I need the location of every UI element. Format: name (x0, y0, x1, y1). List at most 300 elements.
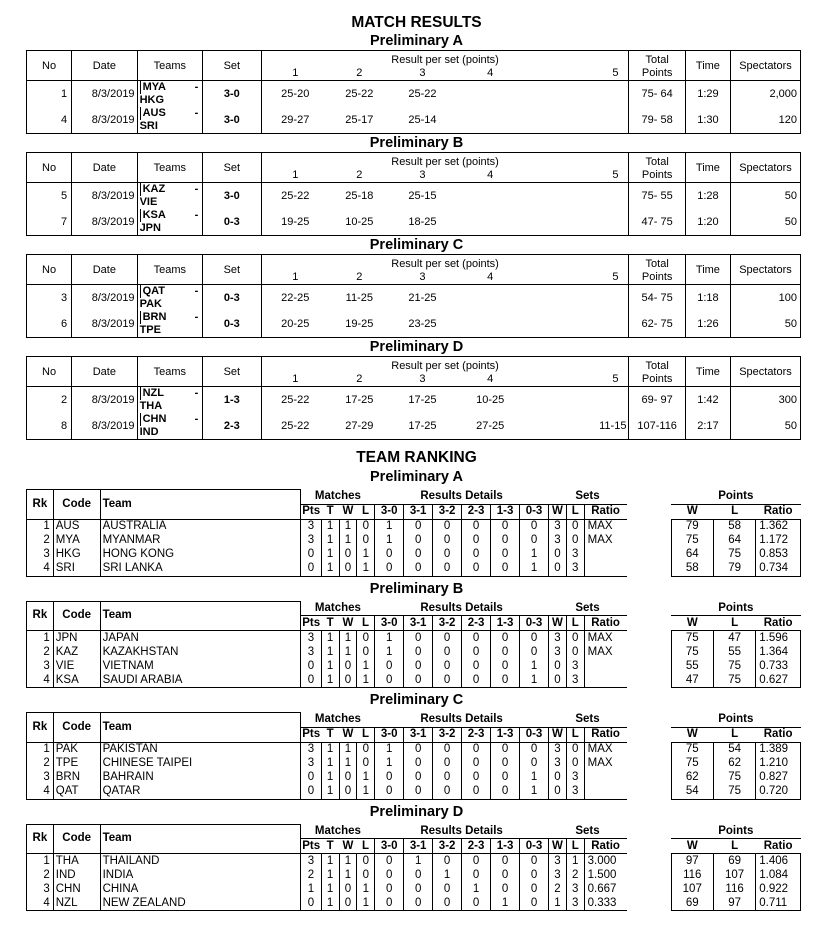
ranking-w: 1 (339, 742, 357, 757)
header-t: T (321, 727, 339, 742)
ranking-0-3: 1 (520, 673, 549, 688)
match-no: 4 (27, 107, 72, 134)
ranking-2-3: 0 (462, 868, 491, 882)
ranking-group-title: Preliminary B (369, 580, 464, 597)
header-3-0: 3-0 (375, 727, 404, 742)
team-cell (137, 81, 202, 108)
ranking-row (27, 548, 801, 562)
ranking-2-3: 0 (462, 896, 491, 911)
match-spectators: 120 (730, 107, 800, 134)
ranking-3-1: 0 (404, 659, 433, 673)
ranking-pts: 0 (301, 896, 322, 911)
header-l: L (357, 839, 375, 854)
ranking-sets-l: 0 (566, 519, 584, 534)
ranking-3-1: 0 (404, 562, 433, 577)
set-3-points: 25-22 (408, 87, 437, 100)
team-code: MYA (53, 534, 100, 548)
team-name: SAUDI ARABIA (100, 673, 301, 688)
ranking-3-2: 0 (433, 534, 462, 548)
ranking-sets-ratio: MAX (587, 631, 613, 644)
header-set-3: 3 (390, 372, 455, 387)
ranking-3-2: 0 (433, 562, 462, 577)
ranking-3-2: 0 (433, 631, 462, 646)
set-4-points (455, 285, 525, 312)
header-l: L (357, 504, 375, 519)
ranking-3-0: 0 (375, 562, 404, 577)
header-points-w: W (671, 504, 713, 519)
ranking-points-ratio: 1.210 (756, 757, 801, 771)
ranking-pts: 3 (301, 534, 322, 548)
header-sets: Sets (575, 713, 600, 725)
match-time: 1:42 (685, 387, 730, 414)
ranking-pts: 1 (301, 882, 322, 896)
set-2-points: 25-18 (345, 189, 374, 202)
ranking-points-ratio: 0.733 (756, 659, 801, 673)
ranking-0-3: 0 (520, 868, 549, 882)
ranking-points-l: 64 (713, 534, 755, 548)
set-2-points: 17-25 (345, 393, 374, 406)
ranking-row (27, 742, 801, 757)
group-title: Preliminary D (369, 339, 464, 355)
ranking-0-3: 1 (520, 771, 549, 785)
header-no: No (27, 255, 72, 285)
header-team: Team (100, 490, 301, 520)
team-name: THAILAND (100, 854, 301, 869)
ranking-3-0: 0 (375, 854, 404, 869)
ranking-l: 0 (357, 519, 375, 534)
team-code: TPE (53, 757, 100, 771)
header-3-2: 3-2 (433, 839, 462, 854)
rank: 3 (27, 771, 54, 785)
ranking-w: 0 (339, 785, 357, 800)
header-results-details: Results Details (420, 713, 503, 725)
header-total: Total (629, 357, 685, 372)
total-points: 47- 75 (629, 209, 685, 236)
ranking-3-1: 0 (404, 534, 433, 548)
group-title: Preliminary C (369, 237, 464, 253)
ranking-w: 1 (339, 631, 357, 646)
ranking-points-ratio: 1.172 (756, 534, 801, 548)
header-set-5: 5 (525, 270, 629, 285)
ranking-0-3: 1 (520, 548, 549, 562)
header-0-3: 0-3 (520, 504, 549, 519)
match-table (26, 152, 801, 236)
ranking-sets-w: 0 (549, 659, 567, 673)
total-points: 69- 97 (629, 387, 685, 414)
header-sets-w: W (549, 616, 567, 631)
team-name: BAHRAIN (100, 771, 301, 785)
match-spectators: 2,000 (730, 81, 800, 108)
match-set-score: 0-3 (203, 311, 262, 338)
match-date: 8/3/2019 (72, 285, 137, 312)
header-1-3: 1-3 (491, 727, 520, 742)
set-5-points (525, 285, 629, 312)
team-name: KAZAKHSTAN (100, 645, 301, 659)
ranking-sets-w: 3 (549, 645, 567, 659)
ranking-t: 1 (321, 645, 339, 659)
header-points-w: W (671, 839, 713, 854)
team-code: AUS (53, 519, 100, 534)
team-name: HONG KONG (100, 548, 301, 562)
set-1-points: 19-25 (261, 209, 329, 236)
ranking-row (27, 631, 801, 646)
header-w: W (339, 504, 357, 519)
header-results-details: Results Details (420, 601, 503, 614)
match-no: 2 (27, 387, 72, 414)
ranking-3-1: 0 (404, 868, 433, 882)
total-points: 79- 58 (629, 107, 685, 134)
match-no: 3 (27, 285, 72, 312)
ranking-pts: 0 (301, 771, 322, 785)
set-3-points: 25-14 (390, 107, 455, 134)
header-2-3: 2-3 (462, 839, 491, 854)
ranking-t: 1 (321, 757, 339, 771)
team-cell (137, 285, 202, 312)
team-cell (137, 387, 202, 414)
ranking-row (27, 519, 801, 534)
set-3-points: 17-25 (408, 393, 437, 406)
set-1-points: 25-20 (261, 81, 329, 108)
header-results-details: Results Details (420, 824, 503, 837)
header-w: W (339, 616, 357, 631)
ranking-3-0: 1 (375, 757, 404, 771)
ranking-points-w: 75 (671, 645, 713, 659)
header-points-l: L (713, 839, 755, 854)
ranking-table (26, 824, 801, 912)
header-3-1: 3-1 (404, 616, 433, 631)
header-date: Date (72, 357, 137, 387)
header-l: L (357, 727, 375, 742)
header-points: Points (629, 66, 685, 81)
ranking-w: 0 (339, 673, 357, 688)
team-name: CHINA (100, 882, 301, 896)
match-time: 1:28 (685, 183, 730, 210)
ranking-2-3: 1 (462, 882, 491, 896)
ranking-w: 1 (339, 868, 357, 882)
header-teams: Teams (137, 357, 202, 387)
team-cell (137, 183, 202, 210)
set-2-points: 27-29 (329, 413, 390, 440)
ranking-sets-w: 3 (549, 868, 567, 882)
ranking-pts: 3 (301, 854, 322, 869)
ranking-l: 0 (357, 742, 375, 757)
match-spectators: 50 (730, 209, 800, 236)
rank: 2 (27, 534, 54, 548)
header-pts: Pts (302, 839, 321, 852)
ranking-points-ratio: 0.922 (756, 882, 801, 896)
ranking-sets-ratio (584, 562, 626, 577)
match-row (27, 81, 801, 108)
team-name: SRI LANKA (100, 562, 301, 577)
ranking-sets-l: 0 (566, 631, 584, 646)
ranking-3-2: 0 (433, 548, 462, 562)
team-code: KAZ (53, 645, 100, 659)
header-set-4: 4 (455, 66, 525, 81)
header-set-5: 5 (525, 372, 629, 387)
ranking-3-0: 0 (375, 896, 404, 911)
rank: 1 (27, 519, 54, 534)
header-points-ratio: Ratio (756, 839, 801, 854)
match-date: 8/3/2019 (72, 387, 137, 414)
match-set-score: 3-0 (203, 107, 262, 134)
ranking-2-3: 0 (462, 742, 491, 757)
ranking-sets-l: 3 (566, 673, 584, 688)
ranking-points-l: 54 (713, 742, 755, 757)
header-result-per-set: Result per set (points) (261, 153, 629, 168)
team-away: - THA (139, 387, 199, 412)
header-sets-l: L (566, 839, 584, 854)
ranking-l: 1 (357, 548, 375, 562)
ranking-3-1: 0 (404, 882, 433, 896)
match-spectators: 50 (730, 311, 800, 338)
match-spectators: 100 (730, 285, 800, 312)
rank: 1 (27, 854, 54, 869)
header-teams: Teams (137, 255, 202, 285)
ranking-group-title: Preliminary C (369, 692, 464, 708)
ranking-l: 1 (357, 771, 375, 785)
set-2-points: 10-25 (329, 209, 390, 236)
ranking-2-3: 0 (462, 854, 491, 869)
team-code: JPN (53, 631, 100, 646)
ranking-points-l: 75 (713, 659, 755, 673)
header-3-0: 3-0 (375, 504, 404, 519)
ranking-3-0: 0 (375, 785, 404, 800)
header-set-3: 3 (390, 168, 455, 183)
ranking-pts: 3 (301, 742, 322, 757)
rank: 4 (27, 673, 54, 688)
match-no: 8 (27, 413, 72, 440)
ranking-sets-w: 3 (549, 854, 567, 869)
ranking-sets-ratio: 1.500 (587, 868, 617, 881)
ranking-1-3: 0 (491, 534, 520, 548)
header-t: T (321, 616, 339, 631)
ranking-t: 1 (321, 742, 339, 757)
ranking-sets-w: 0 (549, 785, 567, 800)
team-code: KSA (53, 673, 100, 688)
header-set-2: 2 (329, 372, 390, 387)
team-name: VIETNAM (100, 659, 301, 673)
ranking-pts: 2 (301, 868, 322, 882)
header-points-l: L (713, 727, 755, 742)
ranking-t: 1 (321, 785, 339, 800)
ranking-1-3: 1 (491, 896, 520, 911)
ranking-3-0: 0 (375, 548, 404, 562)
ranking-sets-ratio: MAX (587, 645, 613, 658)
set-2-points: 25-17 (329, 107, 390, 134)
team-home: NZL (140, 387, 195, 400)
team-code: NZL (53, 896, 100, 911)
ranking-0-3: 0 (520, 896, 549, 911)
total-points: 75- 64 (629, 81, 685, 108)
match-set-score: 3-0 (203, 81, 262, 108)
ranking-2-3: 0 (462, 645, 491, 659)
ranking-sets-ratio (584, 673, 626, 688)
ranking-3-1: 0 (404, 757, 433, 771)
header-teams: Teams (137, 153, 202, 183)
ranking-3-1: 0 (404, 631, 433, 646)
header-result-per-set: Result per set (points) (261, 357, 629, 372)
header-3-0: 3-0 (375, 839, 404, 854)
match-set-score: 3-0 (203, 183, 262, 210)
ranking-3-0: 0 (375, 868, 404, 882)
match-date: 8/3/2019 (72, 413, 137, 440)
set-5-points (525, 107, 629, 134)
ranking-3-0: 1 (375, 519, 404, 534)
ranking-sets-l: 1 (566, 854, 584, 869)
ranking-w: 1 (339, 854, 357, 869)
ranking-sets-w: 3 (549, 742, 567, 757)
team-away: - VIE (139, 183, 199, 208)
ranking-0-3: 0 (520, 757, 549, 771)
ranking-sets-l: 3 (566, 785, 584, 800)
ranking-2-3: 0 (462, 673, 491, 688)
team-home: QAT (140, 285, 195, 298)
ranking-row (27, 757, 801, 771)
header-points-l: L (713, 616, 755, 631)
match-time: 1:18 (685, 285, 730, 312)
ranking-row (27, 896, 801, 911)
ranking-sets-w: 2 (549, 882, 567, 896)
ranking-w: 1 (339, 645, 357, 659)
ranking-3-0: 0 (375, 673, 404, 688)
ranking-points-ratio: 1.389 (756, 742, 801, 757)
header-pts: Pts (302, 616, 321, 629)
ranking-t: 1 (321, 673, 339, 688)
ranking-sets-ratio: MAX (587, 757, 613, 769)
header-time: Time (685, 255, 730, 285)
header-set-1: 1 (261, 372, 329, 387)
ranking-t: 1 (321, 854, 339, 869)
ranking-0-3: 0 (520, 742, 549, 757)
header-set-1: 1 (261, 168, 329, 183)
team-code: BRN (53, 771, 100, 785)
total-points: 75- 55 (629, 183, 685, 210)
header-matches: Matches (314, 601, 361, 614)
ranking-w: 0 (339, 659, 357, 673)
total-points: 54- 75 (629, 285, 685, 312)
team-name: PAKISTAN (100, 742, 301, 757)
ranking-3-2: 0 (433, 673, 462, 688)
header-points: Points (718, 490, 754, 502)
header-spectators: Spectators (730, 153, 800, 183)
ranking-sets-l: 3 (566, 659, 584, 673)
ranking-points-w: 75 (671, 631, 713, 646)
header-total: Total (629, 255, 685, 270)
header-points: Points (718, 601, 754, 614)
header-code: Code (53, 490, 100, 520)
header-matches: Matches (314, 490, 361, 502)
header-set-3: 3 (390, 66, 455, 81)
header-set: Set (203, 255, 262, 285)
set-2-points: 11-25 (345, 291, 373, 304)
ranking-pts: 3 (301, 645, 322, 659)
ranking-points-ratio: 0.711 (756, 896, 801, 911)
ranking-3-2: 0 (433, 882, 462, 896)
ranking-2-3: 0 (462, 659, 491, 673)
ranking-points-ratio: 1.406 (756, 854, 801, 869)
header-team: Team (100, 601, 301, 631)
ranking-w: 1 (339, 519, 357, 534)
ranking-3-2: 0 (433, 742, 462, 757)
ranking-0-3: 0 (520, 645, 549, 659)
match-date: 8/3/2019 (72, 107, 137, 134)
match-row (27, 209, 801, 236)
ranking-table (26, 489, 801, 577)
ranking-1-3: 0 (491, 519, 520, 534)
header-set: Set (203, 357, 262, 387)
ranking-points-ratio: 0.720 (756, 785, 801, 800)
ranking-t: 1 (321, 534, 339, 548)
ranking-sets-ratio: MAX (587, 743, 613, 755)
ranking-3-0: 0 (375, 882, 404, 896)
header-date: Date (72, 51, 137, 81)
ranking-3-2: 0 (433, 854, 462, 869)
ranking-sets-l: 3 (566, 882, 584, 896)
header-set-2: 2 (329, 66, 390, 81)
ranking-3-1: 0 (404, 896, 433, 911)
ranking-3-2: 0 (433, 659, 462, 673)
header-sets-w: W (549, 839, 567, 854)
ranking-sets-l: 0 (566, 757, 584, 771)
match-table (26, 356, 801, 440)
match-set-score: 0-3 (203, 209, 262, 236)
header-rk: Rk (27, 490, 54, 520)
ranking-row (27, 659, 801, 673)
match-date: 8/3/2019 (72, 311, 137, 338)
team-cell (137, 413, 202, 440)
match-table (26, 254, 801, 338)
ranking-3-1: 0 (404, 519, 433, 534)
ranking-group-title: Preliminary D (369, 803, 464, 820)
team-cell (137, 311, 202, 338)
header-3-0: 3-0 (375, 616, 404, 631)
page-title: MATCH RESULTS (351, 14, 482, 31)
header-sets-l: L (566, 504, 584, 519)
ranking-l: 0 (357, 854, 375, 869)
ranking-sets-ratio (584, 771, 626, 785)
ranking-3-1: 0 (404, 785, 433, 800)
ranking-pts: 0 (301, 548, 322, 562)
match-results-section (0, 32, 833, 440)
header-sets-l: L (566, 616, 584, 631)
match-set-score: 1-3 (203, 387, 262, 414)
ranking-sets-l: 3 (566, 896, 584, 911)
set-3-points: 25-15 (408, 189, 437, 202)
ranking-points-w: 107 (671, 882, 713, 896)
ranking-points-ratio: 1.362 (756, 519, 801, 534)
ranking-t: 1 (321, 548, 339, 562)
ranking-l: 0 (357, 645, 375, 659)
ranking-points-l: 62 (713, 757, 755, 771)
team-cell (137, 107, 202, 134)
set-5-points (525, 311, 629, 338)
set-4-points (455, 209, 525, 236)
ranking-l: 0 (357, 868, 375, 882)
ranking-pts: 0 (301, 659, 322, 673)
set-4-points (455, 311, 525, 338)
header-2-3: 2-3 (462, 616, 491, 631)
rank: 4 (27, 896, 54, 911)
header-set-5: 5 (525, 168, 629, 183)
ranking-points-l: 58 (713, 519, 755, 534)
ranking-3-1: 0 (404, 771, 433, 785)
ranking-points-ratio: 0.627 (756, 673, 801, 688)
match-time: 1:29 (685, 81, 730, 108)
ranking-3-1: 0 (404, 548, 433, 562)
set-5-points (525, 209, 629, 236)
header-code: Code (53, 824, 100, 854)
set-4-points: 27-25 (455, 413, 525, 440)
